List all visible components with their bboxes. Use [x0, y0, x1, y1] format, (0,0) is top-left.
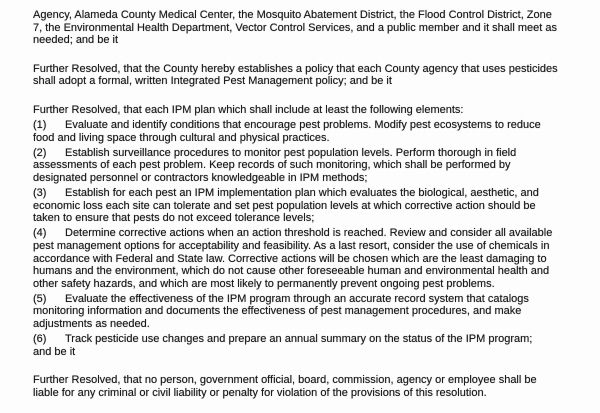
- text-line: 7, the Environmental Health Department, Vector Control Services, and a public member and it shall meet as: [33, 21, 557, 34]
- text-line: shall adopt a formal, written Integrated Pest Management policy; and be it: [33, 75, 392, 88]
- text-line: liable for any criminal or civil liability or penalty for violation of the provisions of this resolution.: [33, 386, 487, 399]
- text-line: designated personnel or contractors knowledgeable in IPM methods;: [33, 171, 368, 184]
- list-item-text: Evaluate the effectiveness of the IPM program through an accurate record system that catalogs: [65, 292, 529, 305]
- list-item-number: (2): [33, 146, 47, 159]
- list-item-number: (1): [33, 119, 47, 132]
- text-line: [33, 293, 592, 306]
- list-item-number: (3): [33, 187, 47, 200]
- text-line: needed; and be it: [33, 34, 119, 47]
- text-line: other safety hazards, and which are most likely to permanently prevent ongoing pest problems.: [33, 277, 495, 290]
- text-line: economic loss each site can tolerate and set pest population levels at which corrective action should be: [33, 199, 536, 212]
- list-item: [33, 293, 592, 331]
- text-line: Further Resolved, that the County hereby establishes a policy that each County agency that uses pesticides: [33, 62, 558, 75]
- list-item-text: Determine corrective actions when an action threshold is reached. Review and consider all available: [65, 227, 553, 240]
- text-line: food and living space through cultural and physical practices.: [33, 131, 330, 144]
- list-item: [33, 333, 592, 358]
- text-line: and be it: [33, 345, 76, 358]
- list-item-number: (6): [33, 333, 47, 346]
- list-item-text: Track pesticide use changes and prepare an annual summary on the status of the IPM program;: [65, 333, 533, 346]
- text-line: [33, 187, 592, 200]
- text-line: Agency, Alameda County Medical Center, the Mosquito Abatement District, the Flood Control District, Zone: [33, 9, 552, 21]
- text-line: [33, 227, 592, 240]
- list-item-number: (5): [33, 292, 47, 305]
- list-item-text: Evaluate and identify conditions that encourage pest problems. Modify pest ecosystems to reduce: [65, 119, 541, 132]
- text-line: assessments of each pest problem. Keep records of such monitoring, which shall be performed by: [33, 159, 511, 172]
- list-item: [33, 147, 592, 185]
- text-line: [33, 119, 592, 132]
- list-item-text: Establish for each pest an IPM implementation plan which evaluates the biological, aesthetic, and: [65, 187, 539, 200]
- text-line: [33, 147, 592, 160]
- text-line: pest management options for acceptability and feasibility. As a last resort, consider the use of chemicals in: [33, 239, 550, 252]
- list-item: [33, 187, 592, 225]
- paragraph: [33, 9, 592, 47]
- list-item: [33, 119, 592, 144]
- paragraph: [33, 63, 592, 88]
- text-line: [33, 333, 592, 346]
- paragraph: [33, 374, 592, 399]
- list-item-text: Establish surveillance procedures to monitor pest population levels. Perform thorough in field: [65, 146, 517, 159]
- list-item-number: (4): [33, 227, 47, 240]
- text-line: monitoring information and documents the effectiveness of pest management procedures, and make: [33, 305, 522, 318]
- paragraph: [33, 104, 592, 117]
- text-line: Further Resolved, that no person, government official, board, commission, agency or employee shall be: [33, 374, 537, 387]
- text-line: adjustments as needed.: [33, 317, 150, 330]
- text-line: humans and the environment, which do not cause other foreseeable human and environmental health and: [33, 265, 550, 278]
- text-line: accordance with Federal and State law. Corrective actions will be chosen which are the least damaging to: [33, 252, 547, 265]
- text-line: Further Resolved, that each IPM plan which shall include at least the following elements:: [33, 103, 464, 116]
- text-line: taken to ensure that pests do not exceed tolerance levels;: [33, 212, 315, 225]
- list-item: [33, 227, 592, 290]
